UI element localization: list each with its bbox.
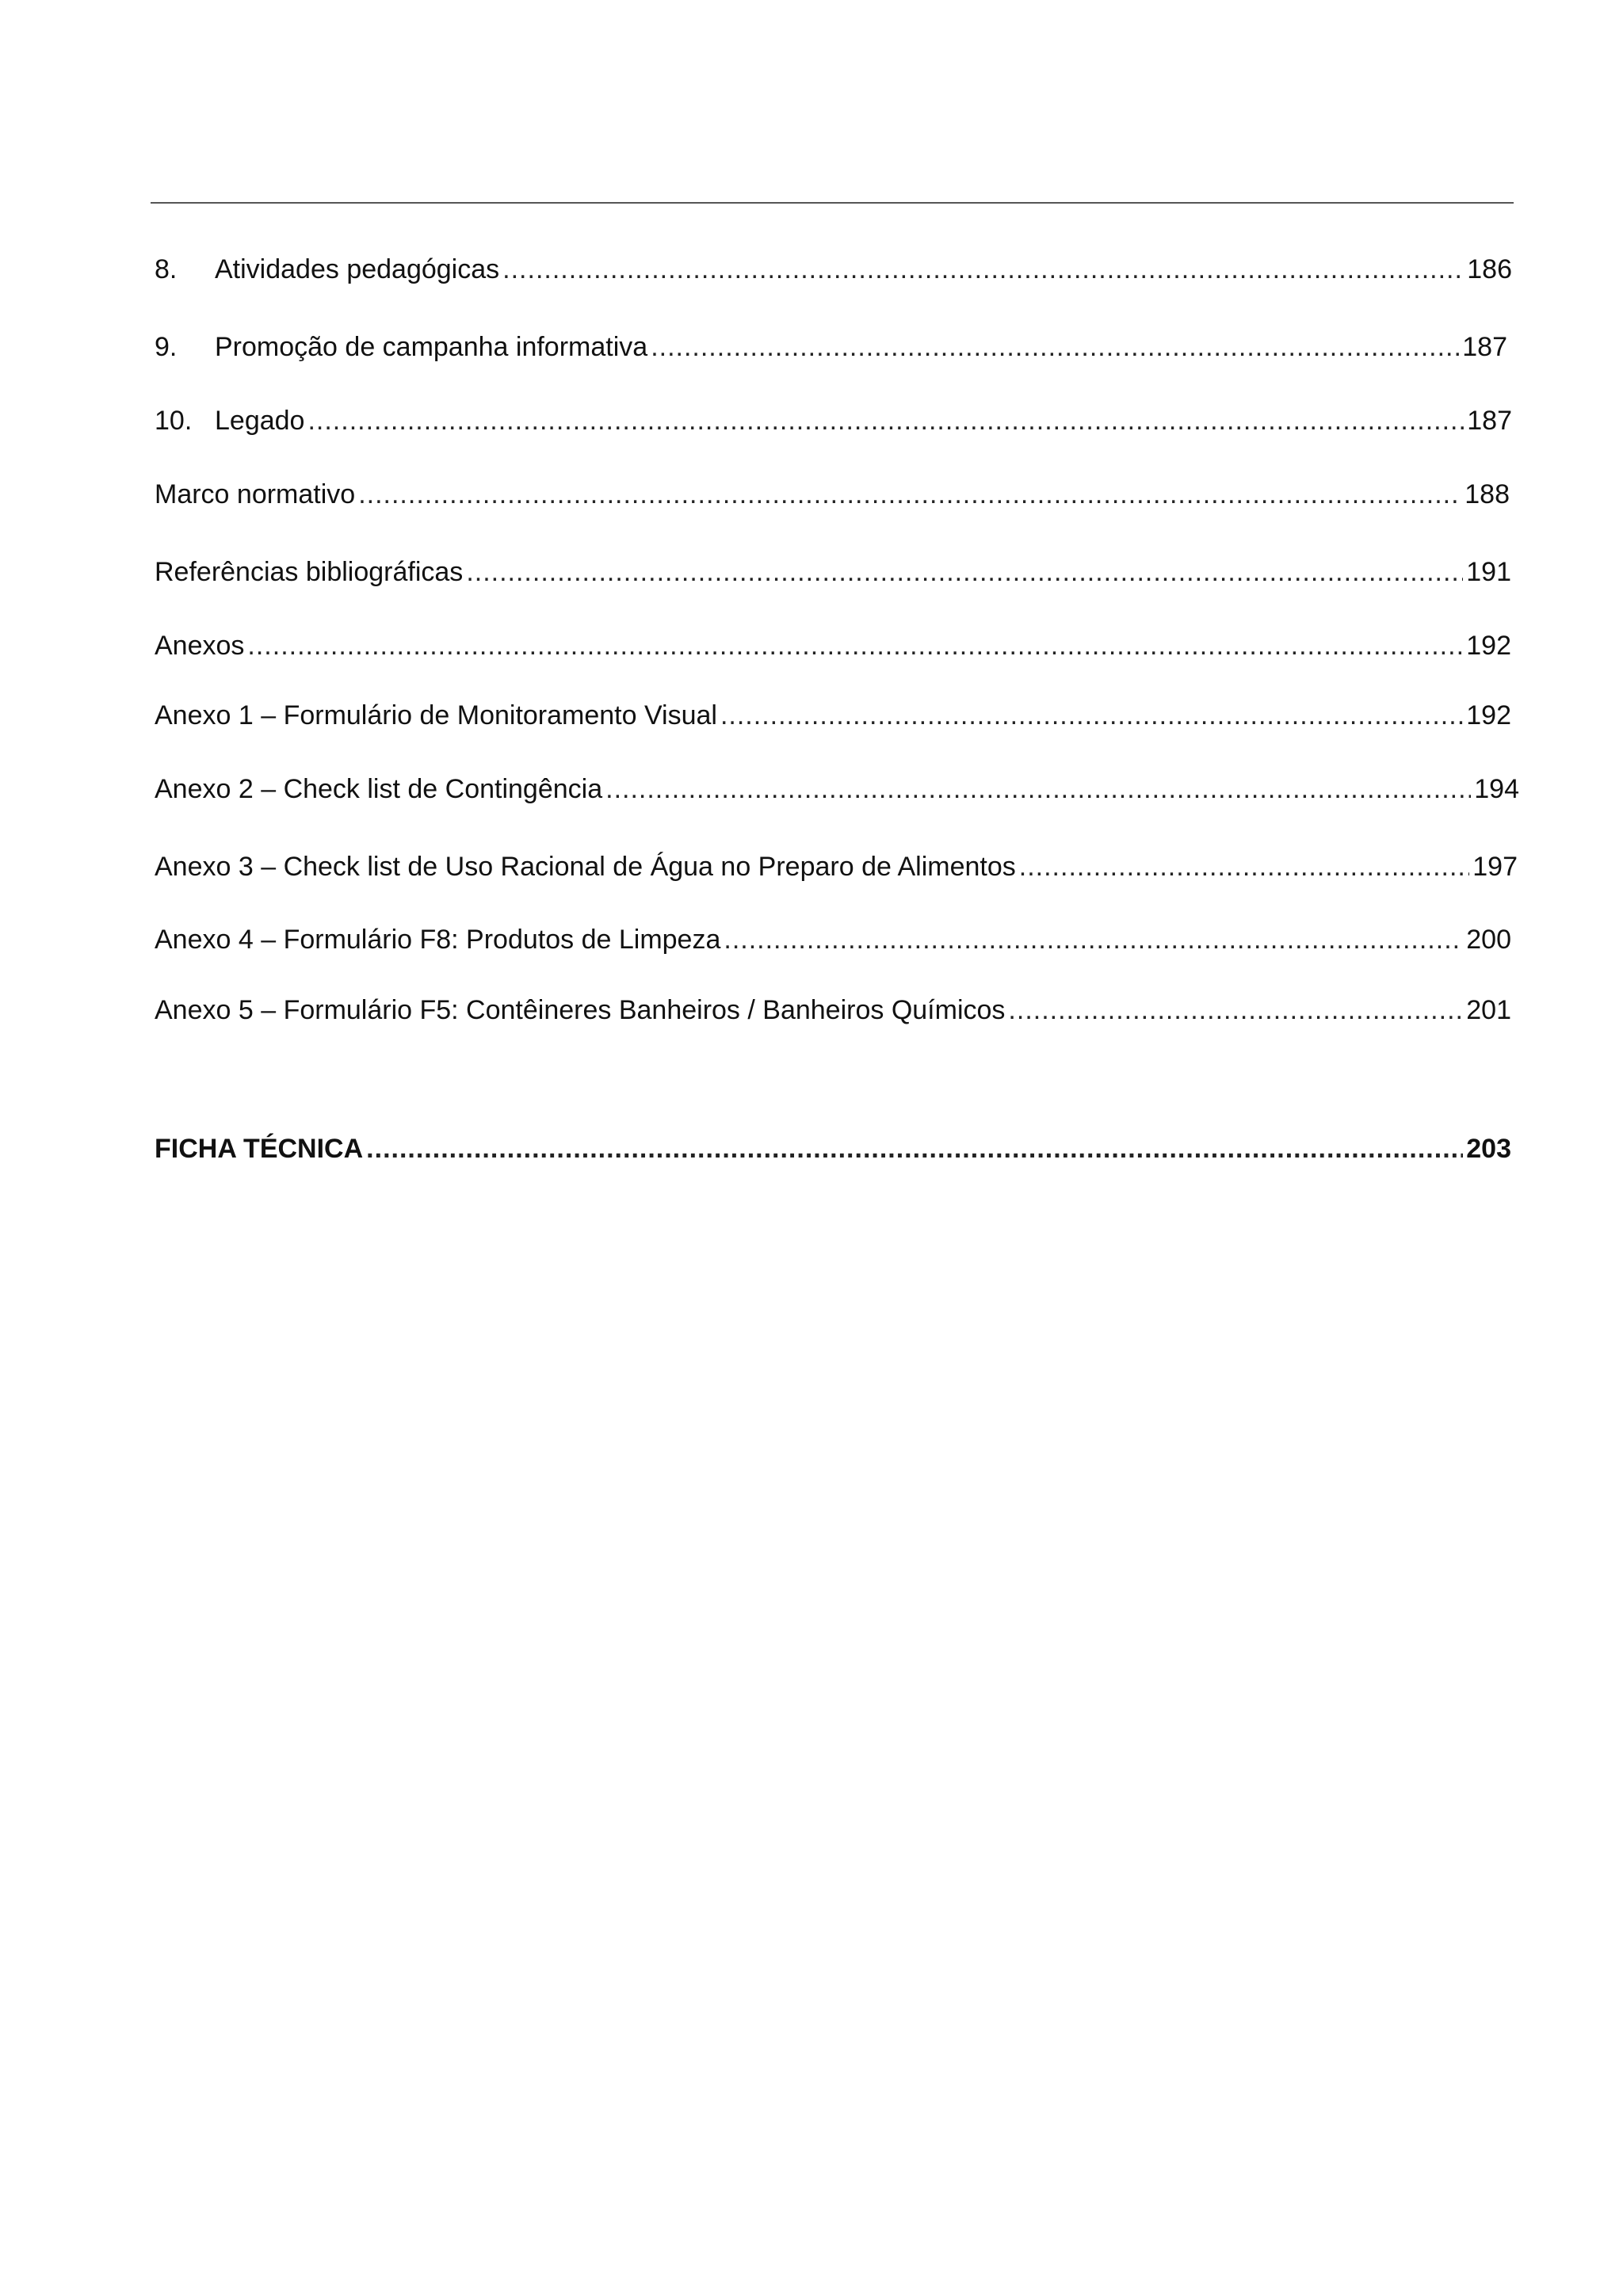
toc-entry-label: Anexo 2 – Check list de Contingência <box>155 774 603 804</box>
toc-entry-anexo-4[interactable] <box>155 921 1511 959</box>
toc-entry-page: 192 <box>1466 631 1511 661</box>
toc-entry-anexos[interactable] <box>155 627 1511 665</box>
toc-entry-label: Referências bibliográficas <box>155 557 464 587</box>
toc-entry-number: 8. <box>155 254 178 284</box>
toc-entry-page: 200 <box>1466 925 1511 955</box>
dot-leader <box>1019 848 1470 886</box>
toc-entry-page: 186 <box>1467 254 1512 284</box>
toc-entry-label: Promoção de campanha informativa <box>215 332 648 362</box>
toc-entry-page: 187 <box>1462 332 1507 362</box>
toc-entry-label: Marco normativo <box>155 479 356 509</box>
toc-entry-page: 192 <box>1466 700 1511 730</box>
toc-entry-10[interactable] <box>155 402 1512 440</box>
toc-entry-label: Anexo 4 – Formulário F8: Produtos de Limpeza <box>155 925 721 955</box>
toc-entry-anexo-3[interactable] <box>155 848 1518 886</box>
dot-leader <box>720 696 1463 734</box>
toc-entry-page: 201 <box>1466 995 1511 1025</box>
toc-entry-number: 10. <box>155 406 193 436</box>
toc-entry-number: 9. <box>155 332 178 362</box>
toc-entry-page: 197 <box>1472 852 1518 882</box>
toc-entry-label: Anexo 1 – Formulário de Monitoramento Visual <box>155 700 717 730</box>
dot-leader <box>651 328 1459 366</box>
toc-entry-label: Anexo 3 – Check list de Uso Racional de Água no Preparo de Alimentos <box>155 852 1016 882</box>
toc-entry-page: 191 <box>1466 557 1511 587</box>
toc-entry-label: Anexos <box>155 631 245 661</box>
toc-entry-8[interactable] <box>155 250 1512 288</box>
toc-entry-page: 203 <box>1466 1134 1511 1164</box>
toc-entry-page: 188 <box>1465 479 1510 509</box>
toc-entry-label: Atividades pedagógicas <box>215 254 500 284</box>
toc-entry-label: FICHA TÉCNICA <box>155 1134 364 1164</box>
toc-entry-marco-normativo[interactable] <box>155 475 1510 513</box>
toc-entry-label: Anexo 5 – Formulário F5: Contêineres Banheiros / Banheiros Químicos <box>155 995 1006 1025</box>
header-rule <box>151 202 1514 204</box>
toc-entry-anexo-5[interactable] <box>155 991 1511 1029</box>
dot-leader <box>358 475 1461 513</box>
dot-leader <box>1008 991 1463 1029</box>
dot-leader <box>605 770 1471 808</box>
dot-leader <box>502 250 1464 288</box>
dot-leader <box>366 1130 1463 1168</box>
toc-entry-page: 194 <box>1474 774 1519 804</box>
toc-entry-9[interactable] <box>155 328 1507 366</box>
dot-leader <box>247 627 1463 665</box>
toc-entry-anexo-2[interactable] <box>155 770 1519 808</box>
toc-entry-label: Legado <box>215 406 305 436</box>
toc-entry-page: 187 <box>1467 406 1512 436</box>
dot-leader <box>466 553 1463 591</box>
toc-entry-anexo-1[interactable] <box>155 696 1511 734</box>
dot-leader <box>307 402 1464 440</box>
dot-leader <box>724 921 1463 959</box>
toc-entry-ficha-tecnica[interactable] <box>155 1130 1511 1168</box>
toc-entry-referencias[interactable] <box>155 553 1511 591</box>
